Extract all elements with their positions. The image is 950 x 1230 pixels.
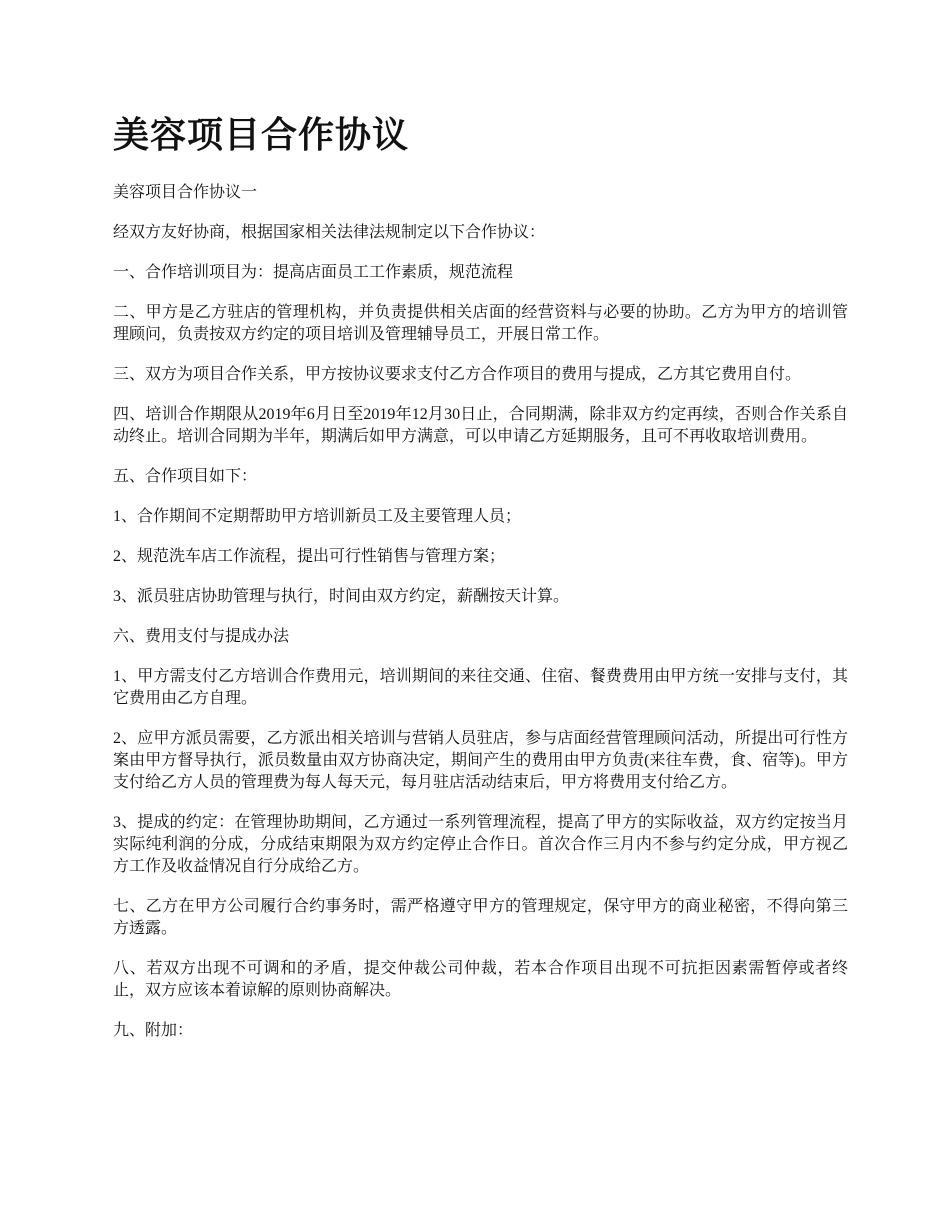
paragraph-clause-2: 二、甲方是乙方驻店的管理机构，并负责提供相关店面的经营资料与必要的协助。乙方为甲方的培训管理顾问，负责按双方约定的项目培训及管理辅导员工，开展日常工作。 bbox=[113, 304, 848, 343]
paragraph-clause-4: 四、培训合作期限从2019年6月日至2019年12月30日止，合同期满，除非双方约定再续，否则合作关系自动终止。培训合同期为半年，期满后如甲方满意，可以申请乙方延期服务，且可不再收取培训费用。 bbox=[113, 406, 848, 445]
document-page bbox=[113, 112, 848, 1060]
paragraph-item-6-1: 1、甲方需支付乙方培训合作费用元，培训期间的来往交通、住宿、餐费费用由甲方统一安排与支付，其它费用由乙方自理。 bbox=[113, 668, 848, 707]
paragraph-item-5-3: 3、派员驻店协助管理与执行，时间由双方约定，薪酬按天计算。 bbox=[113, 588, 570, 605]
paragraph-item-5-2: 2、规范洗车店工作流程，提出可行性销售与管理方案； bbox=[113, 548, 506, 565]
paragraph-item-6-2: 2、应甲方派员需要，乙方派出相关培训与营销人员驻店，参与店面经营管理顾问活动，所提出可行性方案由甲方督导执行，派员数量由双方协商决定，期间产生的费用由甲方负责(来往车费，食、宿等)。甲方支付给乙方人员的管理费为每人每天元，每月驻店活动结束后，甲方将费用支付给乙方。 bbox=[113, 730, 848, 791]
paragraph-subtitle: 美容项目合作协议一 bbox=[113, 184, 258, 201]
paragraph-item-6-3: 3、提成的约定：在管理协助期间，乙方通过一系列管理流程，提高了甲方的实际收益，双方约定按当月实际纯利润的分成，分成结束期限为双方约定停止合作日。首次合作三月内不参与约定分成，甲方视乙方工作及收益情况自行分成给乙方。 bbox=[113, 814, 848, 875]
paragraph-clause-1: 一、合作培训项目为：提高店面员工工作素质，规范流程 bbox=[113, 264, 514, 281]
paragraph-clause-3: 三、双方为项目合作关系，甲方按协议要求支付乙方合作项目的费用与提成，乙方其它费用自付。 bbox=[113, 366, 802, 383]
paragraph-clause-8: 八、若双方出现不可调和的矛盾，提交仲裁公司仲裁，若本合作项目出现不可抗拒因素需暂停或者终止，双方应该本着谅解的原则协商解决。 bbox=[113, 960, 848, 999]
paragraph-clause-7: 七、乙方在甲方公司履行合约事务时，需严格遵守甲方的管理规定，保守甲方的商业秘密，不得向第三方透露。 bbox=[113, 898, 848, 937]
paragraph-intro: 经双方友好协商，根据国家相关法律法规制定以下合作协议： bbox=[113, 224, 546, 241]
paragraph-clause-5: 五、合作项目如下： bbox=[113, 468, 258, 485]
paragraph-clause-9: 九、附加： bbox=[113, 1022, 194, 1039]
document-title: 美容项目合作协议 bbox=[113, 115, 410, 156]
paragraph-clause-6: 六、费用支付与提成办法 bbox=[113, 628, 290, 645]
paragraph-item-5-1: 1、合作期间不定期帮助甲方培训新员工及主要管理人员； bbox=[113, 508, 522, 525]
